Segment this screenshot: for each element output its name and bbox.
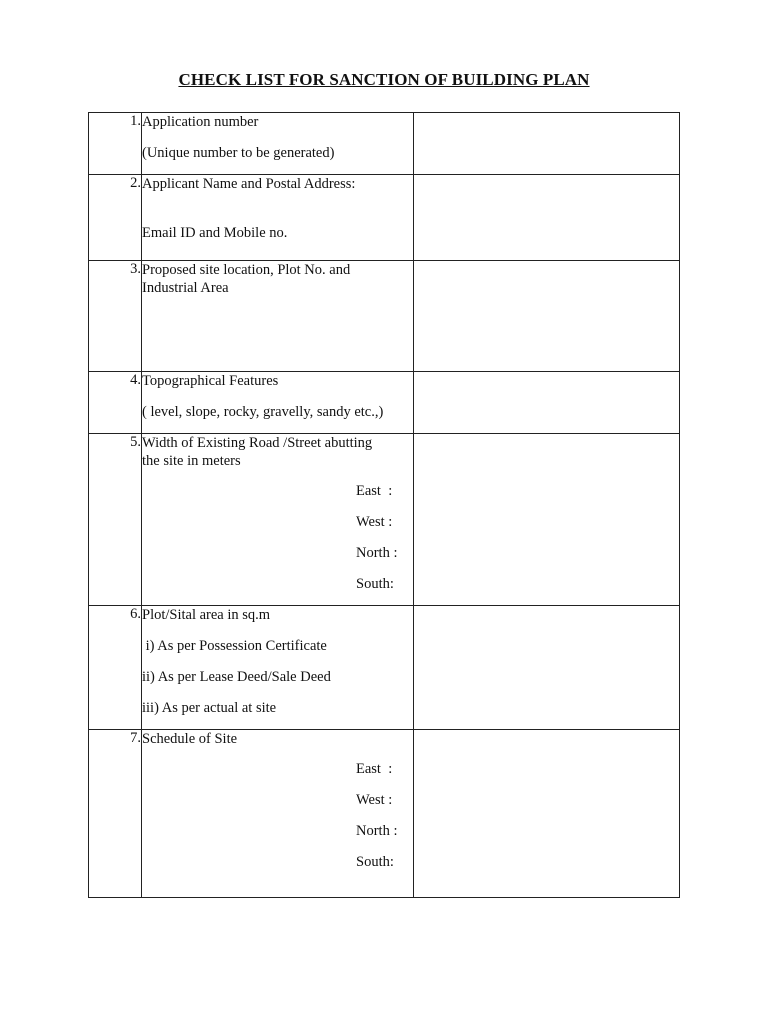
response-cell[interactable]: [414, 434, 680, 606]
response-cell[interactable]: [414, 113, 680, 175]
table-row: [89, 113, 680, 175]
row-item: [142, 113, 414, 175]
document-title: CHECK LIST FOR SANCTION OF BUILDING PLAN: [178, 70, 590, 89]
row-number: 2.: [89, 175, 142, 261]
row-item: [142, 372, 414, 434]
direction-east-label: East :: [356, 761, 393, 777]
table-row: [89, 372, 680, 434]
direction-west-label: West :: [356, 514, 393, 530]
response-cell[interactable]: [414, 372, 680, 434]
direction-north-label: North :: [356, 823, 398, 839]
row-item: [142, 261, 414, 372]
item-text: the site in meters: [142, 453, 241, 469]
row-item: [142, 606, 414, 730]
row-number: 5.: [89, 434, 142, 606]
row-item: [142, 175, 414, 261]
row-item: [142, 434, 414, 606]
row-number: 6.: [89, 606, 142, 730]
item-text: (Unique number to be generated): [142, 145, 335, 161]
checklist-table: [88, 112, 680, 898]
row-number: 7.: [89, 730, 142, 898]
item-text: Plot/Sital area in sq.m: [142, 607, 271, 623]
table-row: [89, 261, 680, 372]
response-cell[interactable]: [414, 730, 680, 898]
table-row: [89, 606, 680, 730]
item-text: Industrial Area: [142, 280, 229, 296]
direction-east-label: East :: [356, 483, 393, 499]
item-text: Proposed site location, Plot No. and: [142, 262, 351, 278]
item-text: Schedule of Site: [142, 731, 238, 747]
item-text: i) As per Possession Certificate: [142, 638, 327, 654]
item-text: Applicant Name and Postal Address:: [142, 176, 356, 192]
table-row: [89, 730, 680, 898]
response-cell[interactable]: [414, 606, 680, 730]
direction-south-label: South:: [356, 854, 394, 870]
direction-west-label: West :: [356, 792, 393, 808]
response-cell[interactable]: [414, 175, 680, 261]
table-row: [89, 434, 680, 606]
direction-south-label: South:: [356, 576, 394, 592]
direction-north-label: North :: [356, 545, 398, 561]
row-item: [142, 730, 414, 898]
item-text: iii) As per actual at site: [142, 700, 277, 716]
item-text: Application number: [142, 114, 259, 130]
row-number: 3.: [89, 261, 142, 372]
response-cell[interactable]: [414, 261, 680, 372]
item-text: ( level, slope, rocky, gravelly, sandy etc.,): [142, 404, 384, 420]
item-text: Email ID and Mobile no.: [142, 225, 288, 241]
item-text: ii) As per Lease Deed/Sale Deed: [142, 669, 331, 685]
item-text: Width of Existing Road /Street abutting: [142, 435, 373, 451]
table-row: [89, 175, 680, 261]
item-text: Topographical Features: [142, 373, 279, 389]
row-number: 4.: [89, 372, 142, 434]
row-number: 1.: [89, 113, 142, 175]
